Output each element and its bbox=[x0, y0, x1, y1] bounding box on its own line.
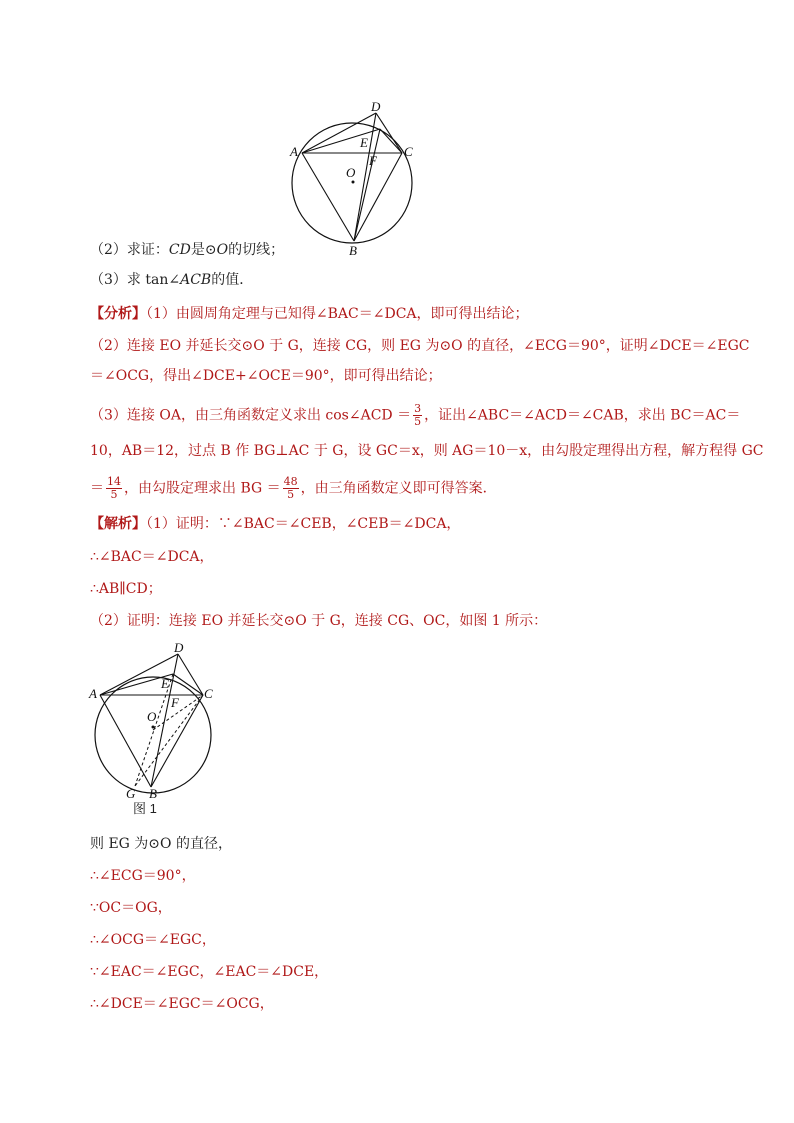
figure-top bbox=[280, 95, 430, 260]
solution-l1: 【解析】（1）证明：∵∠BAC＝∠CEB，∠CEB＝∠DCA， bbox=[90, 516, 461, 532]
figure-1 bbox=[85, 640, 225, 800]
label-b: B bbox=[349, 243, 357, 258]
center-dot-fig1 bbox=[152, 726, 155, 729]
label-o: O bbox=[346, 165, 356, 180]
solution-l4: （2）证明：连接 EO 并延长交⊙O 于 G，连接 CG、OC，如图 1 所示： bbox=[90, 613, 548, 629]
label-e: E bbox=[360, 135, 368, 150]
fig1-label-b: B bbox=[149, 786, 157, 800]
figure-1-caption: 图 1 bbox=[133, 801, 157, 816]
fig1-label-e: E bbox=[161, 676, 169, 691]
analysis-p1: 【分析】（1）由圆周角定理与已知得∠BAC＝∠DCA，即可得出结论； bbox=[90, 306, 529, 322]
analysis-p2a: （2）连接 EO 并延长交⊙O 于 G，连接 CG，则 EG 为⊙O 的直径，∠ECG＝90°，证明∠DCE＝∠EGC bbox=[90, 338, 750, 354]
fig1-label-f: F bbox=[171, 695, 179, 710]
solution-l9: ∵∠EAC＝∠EGC，∠EAC＝∠DCE， bbox=[90, 964, 329, 980]
fig1-label-o: O bbox=[147, 709, 157, 724]
solution-l6: ∴∠ECG＝90°， bbox=[90, 868, 196, 884]
question-2: （2）求证：CD是⊙O的切线； bbox=[90, 242, 285, 258]
center-dot bbox=[352, 181, 355, 184]
solution-l10: ∴∠DCE＝∠EGC＝∠OCG， bbox=[90, 996, 274, 1012]
fig1-label-g: G bbox=[126, 786, 136, 800]
analysis-p2b: ＝∠OCG，得出∠DCE+∠OCE＝90°，即可得出结论； bbox=[90, 368, 442, 384]
fig1-label-d: D bbox=[174, 640, 184, 655]
analysis-p3b: 10，AB＝12，过点 B 作 BG⊥AC 于 G，设 GC＝x，则 AG＝10－x，由勾股定理得出方程，解方程得 GC bbox=[90, 443, 764, 459]
solution-l5: 则 EG 为⊙O 的直径， bbox=[90, 836, 232, 852]
label-a: A bbox=[290, 144, 298, 159]
solution-tag: 【解析】 bbox=[90, 516, 146, 532]
figure-1-dashed bbox=[135, 674, 203, 786]
question-3: （3）求 tan∠ACB的值． bbox=[90, 272, 254, 288]
analysis-p3c: ＝ $\frac{14}{5}$ ，由勾股定理求出 BG ＝ $\frac{48}{5}$ ，由三角函数定义即可得答案． bbox=[90, 475, 497, 501]
label-d: D bbox=[371, 99, 381, 114]
label-f: F bbox=[369, 153, 377, 168]
solution-l3: ∴AB∥CD； bbox=[90, 581, 162, 597]
solution-l8: ∴∠OCG＝∠EGC， bbox=[90, 932, 216, 948]
fig1-label-a: A bbox=[89, 686, 97, 701]
analysis-p3a: （3）连接 OA，由三角函数定义求出 cos∠ACD ＝ $\frac{3}{5}$ ，证出∠ABC＝∠ACD＝∠CAB，求出 BC＝AC＝ bbox=[90, 402, 741, 428]
solution-l7: ∵OC＝OG， bbox=[90, 900, 172, 916]
solution-l2: ∴∠BAC＝∠DCA， bbox=[90, 549, 214, 565]
fig1-label-c: C bbox=[204, 686, 213, 701]
analysis-tag: 【分析】 bbox=[90, 306, 146, 322]
label-c: C bbox=[404, 144, 413, 159]
